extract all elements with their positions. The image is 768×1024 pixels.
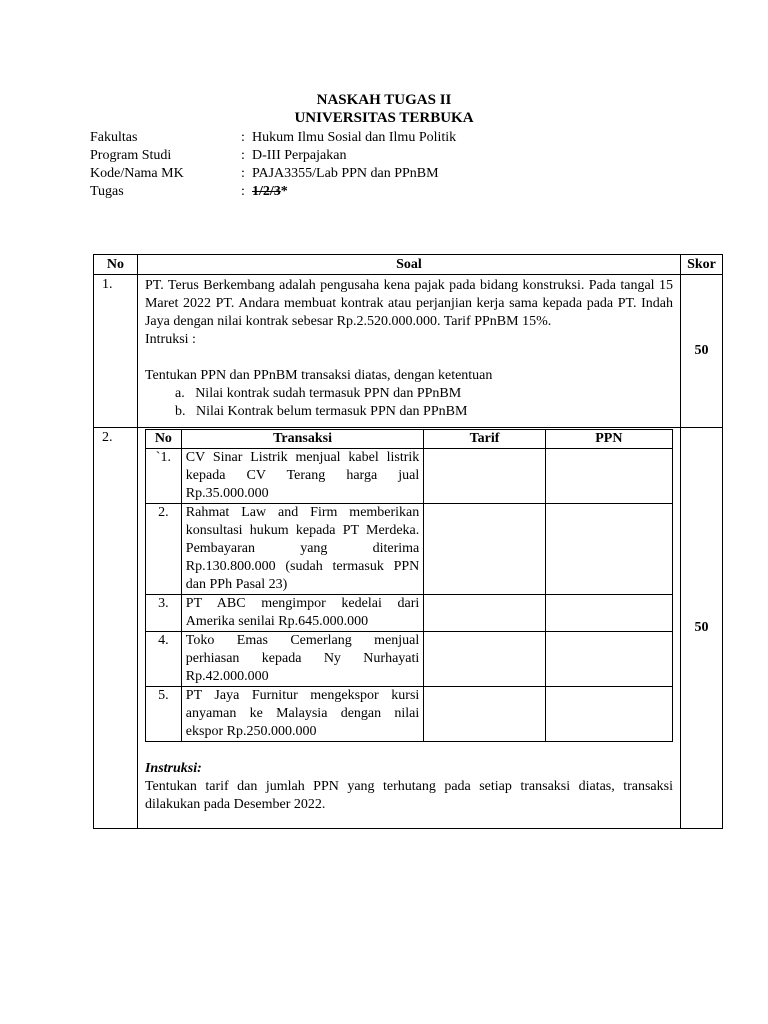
question-row-2 [94,428,723,829]
question-1-option-b: b. Nilai Kontrak belum termasuk PPN dan PPnBM [174,404,468,419]
question-1-text: PT. Terus Berkembang adalah pengusaha kena pajak pada bidang konstruksi. Pada tangal 15 Maret 2022 PT. Andara membuat kontrak atau perjanjian kerja sama kepada pada PT. Indah Jaya dengan nilai kontrak sebesar Rp.2.520.000.000. Tarif PPnBM 15%. [144,278,673,329]
university-name: UNIVERSITAS TERBUKA [294,110,474,126]
transaction-table [145,429,673,742]
header-soal: Soal [137,255,680,275]
meta-label: Fakultas [90,130,138,145]
meta-colon: : [241,166,245,181]
transaction-row [145,632,672,687]
question-1-option-a: a. Nilai kontrak sudah termasuk PPN dan PPnBM [174,386,462,401]
transaction-header-transaksi: Transaksi [181,430,424,449]
question-2-instruksi-text: Tentukan tarif dan jumlah PPN yang terhutang pada setiap transaksi diatas, transaksi dilakukan pada Desember 2022. [144,779,673,812]
question-1-score: 50 [680,275,722,428]
meta-label: Tugas [90,184,124,199]
question-1-content [137,275,680,428]
transaction-description: PT ABC mengimpor kedelai dari Amerika senilai Rp.645.000.000 [181,595,424,632]
meta-colon: : [241,148,245,163]
transaction-description: CV Sinar Listrik menjual kabel listrik kepada CV Terang harga jual Rp.35.000.000 [181,449,424,504]
transaction-ppn [545,687,672,742]
question-row-1 [94,275,723,428]
transaction-no: `1. [145,449,181,504]
question-number: 2. [94,428,138,829]
transaction-row [145,449,672,504]
meta-label: Kode/Nama MK [90,166,184,181]
meta-value: Hukum Ilmu Sosial dan Ilmu Politik [252,130,457,145]
transaction-tarif [424,687,545,742]
tugas-strike-value: 1/2/3 [252,184,281,199]
table-header-row [94,255,723,275]
transaction-no: 5. [145,687,181,742]
tugas-suffix: * [280,184,288,199]
transaction-tarif [424,595,545,632]
question-2-score: 50 [680,428,722,829]
transaction-ppn [545,449,672,504]
transaction-header-tarif: Tarif [424,430,545,449]
transaction-tarif [424,632,545,687]
transaction-description: PT Jaya Furnitur mengekspor kursi anyaman ke Malaysia dengan nilai ekspor Rp.250.000.000 [181,687,424,742]
meta-colon: : [241,184,245,199]
transaction-no: 2. [145,504,181,595]
transaction-header-row [145,430,672,449]
transaction-tarif [424,504,545,595]
meta-label: Program Studi [90,148,172,163]
transaction-row [145,595,672,632]
transaction-tarif [424,449,545,504]
meta-value [252,183,288,201]
transaction-ppn [545,504,672,595]
transaction-ppn [545,632,672,687]
transaction-no: 3. [145,595,181,632]
transaction-header-no: No [145,430,181,449]
transaction-no: 4. [145,632,181,687]
header-skor: Skor [680,255,722,275]
transaction-ppn [545,595,672,632]
question-2-instruksi-title: Instruksi: [144,761,202,776]
document-title: NASKAH TUGAS II [316,92,452,108]
question-1-instruction: Tentukan PPN dan PPnBM transaksi diatas, dengan ketentuan [144,368,493,383]
meta-colon: : [241,130,245,145]
assignment-table [93,254,723,829]
header-no: No [94,255,138,275]
meta-value: D-III Perpajakan [252,148,347,163]
question-2-content [137,428,680,829]
meta-value: PAJA3355/Lab PPN dan PPnBM [252,166,439,181]
question-1-intruksi-label: Intruksi : [144,332,196,347]
transaction-row [145,504,672,595]
transaction-row [145,687,672,742]
question-number: 1. [94,275,138,428]
transaction-description: Rahmat Law and Firm memberikan konsultasi hukum kepada PT Merdeka. Pembayaran yang diterima Rp.130.800.000 (sudah termasuk PPN dan PPh Pasal 23) [181,504,424,595]
transaction-description: Toko Emas Cemerlang menjual perhiasan kepada Ny Nurhayati Rp.42.000.000 [181,632,424,687]
transaction-header-ppn: PPN [545,430,672,449]
